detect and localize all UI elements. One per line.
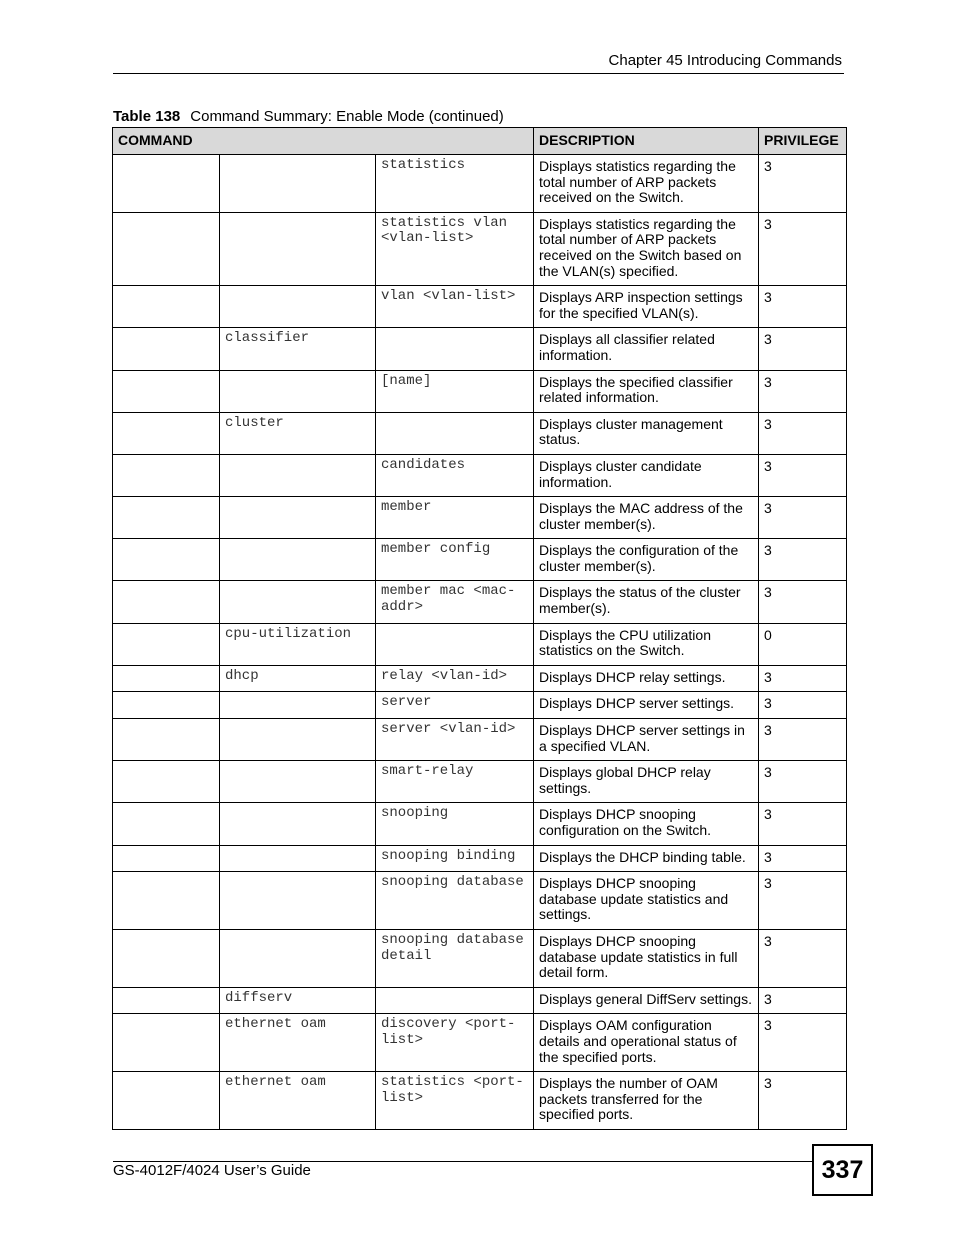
description-cell: Displays statistics regarding the total number of ARP packets received on the Switch. — [534, 155, 759, 213]
command-level1-cell — [113, 286, 220, 328]
header-rule — [113, 73, 844, 74]
description-cell: Displays DHCP server settings in a specified VLAN. — [534, 719, 759, 761]
table-caption — [113, 108, 504, 125]
command-level2-cell — [220, 539, 376, 581]
command-level2-cell — [220, 497, 376, 539]
command-level1-cell — [113, 155, 220, 213]
table-row — [113, 370, 847, 412]
table-row — [113, 987, 847, 1014]
command-level2-cell — [220, 692, 376, 719]
description-cell: Displays DHCP relay settings. — [534, 665, 759, 692]
command-level3-cell: member — [376, 497, 534, 539]
description-cell: Displays ARP inspection settings for the specified VLAN(s). — [534, 286, 759, 328]
command-level1-cell — [113, 370, 220, 412]
privilege-cell: 3 — [759, 665, 847, 692]
table-row — [113, 1072, 847, 1130]
description-cell: Displays cluster management status. — [534, 412, 759, 454]
privilege-cell: 3 — [759, 929, 847, 987]
privilege-cell: 3 — [759, 286, 847, 328]
command-level1-cell — [113, 1072, 220, 1130]
command-level2-cell: classifier — [220, 328, 376, 370]
privilege-cell: 3 — [759, 987, 847, 1014]
command-level1-cell — [113, 412, 220, 454]
description-cell: Displays the DHCP binding table. — [534, 845, 759, 872]
table-row — [113, 692, 847, 719]
privilege-cell: 3 — [759, 412, 847, 454]
table-row — [113, 454, 847, 496]
table-row — [113, 929, 847, 987]
privilege-cell: 3 — [759, 370, 847, 412]
privilege-cell: 3 — [759, 212, 847, 285]
command-summary-table — [112, 127, 847, 1130]
privilege-cell: 3 — [759, 872, 847, 930]
privilege-cell: 3 — [759, 1014, 847, 1072]
command-level3-cell: smart-relay — [376, 761, 534, 803]
command-level2-cell: cluster — [220, 412, 376, 454]
command-level1-cell — [113, 497, 220, 539]
privilege-cell: 3 — [759, 539, 847, 581]
command-level2-cell — [220, 286, 376, 328]
command-level1-cell — [113, 761, 220, 803]
table-row — [113, 286, 847, 328]
command-level2-cell: dhcp — [220, 665, 376, 692]
table-caption-label: Table 138 — [113, 108, 181, 125]
privilege-cell: 3 — [759, 454, 847, 496]
command-level2-cell — [220, 929, 376, 987]
command-level3-cell — [376, 412, 534, 454]
command-level1-cell — [113, 1014, 220, 1072]
description-cell: Displays the specified classifier related information. — [534, 370, 759, 412]
description-cell: Displays the status of the cluster member(s). — [534, 581, 759, 623]
description-cell: Displays DHCP snooping configuration on the Switch. — [534, 803, 759, 845]
description-cell: Displays DHCP server settings. — [534, 692, 759, 719]
description-cell: Displays the CPU utilization statistics on the Switch. — [534, 623, 759, 665]
command-level1-cell — [113, 623, 220, 665]
privilege-cell: 3 — [759, 497, 847, 539]
command-level3-cell: [name] — [376, 370, 534, 412]
command-level2-cell — [220, 845, 376, 872]
command-level2-cell: ethernet oam — [220, 1072, 376, 1130]
table-row — [113, 497, 847, 539]
command-level1-cell — [113, 987, 220, 1014]
privilege-cell: 3 — [759, 803, 847, 845]
table-row — [113, 581, 847, 623]
description-cell: Displays DHCP snooping database update statistics and settings. — [534, 872, 759, 930]
table-row — [113, 412, 847, 454]
command-level3-cell: relay <vlan-id> — [376, 665, 534, 692]
guide-title: GS-4012F/4024 User’s Guide — [113, 1162, 311, 1179]
command-level3-cell: statistics — [376, 155, 534, 213]
header-description: DESCRIPTION — [534, 128, 759, 155]
privilege-cell: 3 — [759, 761, 847, 803]
command-level3-cell: server <vlan-id> — [376, 719, 534, 761]
command-level3-cell — [376, 328, 534, 370]
privilege-cell: 3 — [759, 155, 847, 213]
command-level1-cell — [113, 328, 220, 370]
table-row — [113, 539, 847, 581]
command-level2-cell — [220, 761, 376, 803]
description-cell: Displays the number of OAM packets transferred for the specified ports. — [534, 1072, 759, 1130]
privilege-cell: 3 — [759, 1072, 847, 1130]
description-cell: Displays global DHCP relay settings. — [534, 761, 759, 803]
command-level3-cell — [376, 987, 534, 1014]
table-caption-text: Command Summary: Enable Mode (continued) — [190, 108, 504, 125]
description-cell: Displays general DiffServ settings. — [534, 987, 759, 1014]
table-row — [113, 719, 847, 761]
command-level2-cell — [220, 872, 376, 930]
description-cell: Displays the MAC address of the cluster member(s). — [534, 497, 759, 539]
table-row — [113, 155, 847, 213]
table-row — [113, 665, 847, 692]
command-level2-cell: diffserv — [220, 987, 376, 1014]
command-level3-cell: snooping database — [376, 872, 534, 930]
command-level1-cell — [113, 803, 220, 845]
description-cell: Displays the configuration of the cluster member(s). — [534, 539, 759, 581]
description-cell: Displays DHCP snooping database update statistics in full detail form. — [534, 929, 759, 987]
description-cell: Displays all classifier related information. — [534, 328, 759, 370]
header-command: COMMAND — [113, 128, 534, 155]
command-level3-cell: server — [376, 692, 534, 719]
command-level1-cell — [113, 845, 220, 872]
command-level1-cell — [113, 929, 220, 987]
command-level3-cell: discovery <port-list> — [376, 1014, 534, 1072]
command-level2-cell: ethernet oam — [220, 1014, 376, 1072]
command-level3-cell: statistics <port-list> — [376, 1072, 534, 1130]
command-level3-cell: statistics vlan <vlan-list> — [376, 212, 534, 285]
command-level2-cell — [220, 454, 376, 496]
command-level2-cell — [220, 803, 376, 845]
command-level1-cell — [113, 581, 220, 623]
table-row — [113, 845, 847, 872]
command-level1-cell — [113, 665, 220, 692]
command-level2-cell — [220, 719, 376, 761]
command-level1-cell — [113, 454, 220, 496]
table-header-row — [113, 128, 847, 155]
privilege-cell: 3 — [759, 719, 847, 761]
table-row — [113, 212, 847, 285]
header-privilege: PRIVILEGE — [759, 128, 847, 155]
command-level2-cell — [220, 212, 376, 285]
command-level1-cell — [113, 719, 220, 761]
command-level3-cell: snooping — [376, 803, 534, 845]
command-level3-cell: member config — [376, 539, 534, 581]
command-level1-cell — [113, 692, 220, 719]
privilege-cell: 3 — [759, 845, 847, 872]
command-level3-cell: member mac <mac-addr> — [376, 581, 534, 623]
table-row — [113, 623, 847, 665]
command-level3-cell — [376, 623, 534, 665]
command-level3-cell: snooping database detail — [376, 929, 534, 987]
command-level3-cell: candidates — [376, 454, 534, 496]
command-level2-cell — [220, 581, 376, 623]
privilege-cell: 0 — [759, 623, 847, 665]
command-level1-cell — [113, 212, 220, 285]
chapter-title: Chapter 45 Introducing Commands — [608, 52, 842, 69]
privilege-cell: 3 — [759, 581, 847, 623]
command-level3-cell: snooping binding — [376, 845, 534, 872]
privilege-cell: 3 — [759, 328, 847, 370]
command-level2-cell — [220, 370, 376, 412]
command-level1-cell — [113, 539, 220, 581]
privilege-cell: 3 — [759, 692, 847, 719]
description-cell: Displays statistics regarding the total number of ARP packets received on the Switch based on the VLAN(s) specified. — [534, 212, 759, 285]
table-row — [113, 872, 847, 930]
table-row — [113, 1014, 847, 1072]
description-cell: Displays OAM configuration details and operational status of the specified ports. — [534, 1014, 759, 1072]
page-number: 337 — [812, 1144, 873, 1196]
command-level2-cell — [220, 155, 376, 213]
description-cell: Displays cluster candidate information. — [534, 454, 759, 496]
table-row — [113, 761, 847, 803]
table-row — [113, 328, 847, 370]
command-level1-cell — [113, 872, 220, 930]
table-row — [113, 803, 847, 845]
command-level2-cell: cpu-utilization — [220, 623, 376, 665]
command-level3-cell: vlan <vlan-list> — [376, 286, 534, 328]
